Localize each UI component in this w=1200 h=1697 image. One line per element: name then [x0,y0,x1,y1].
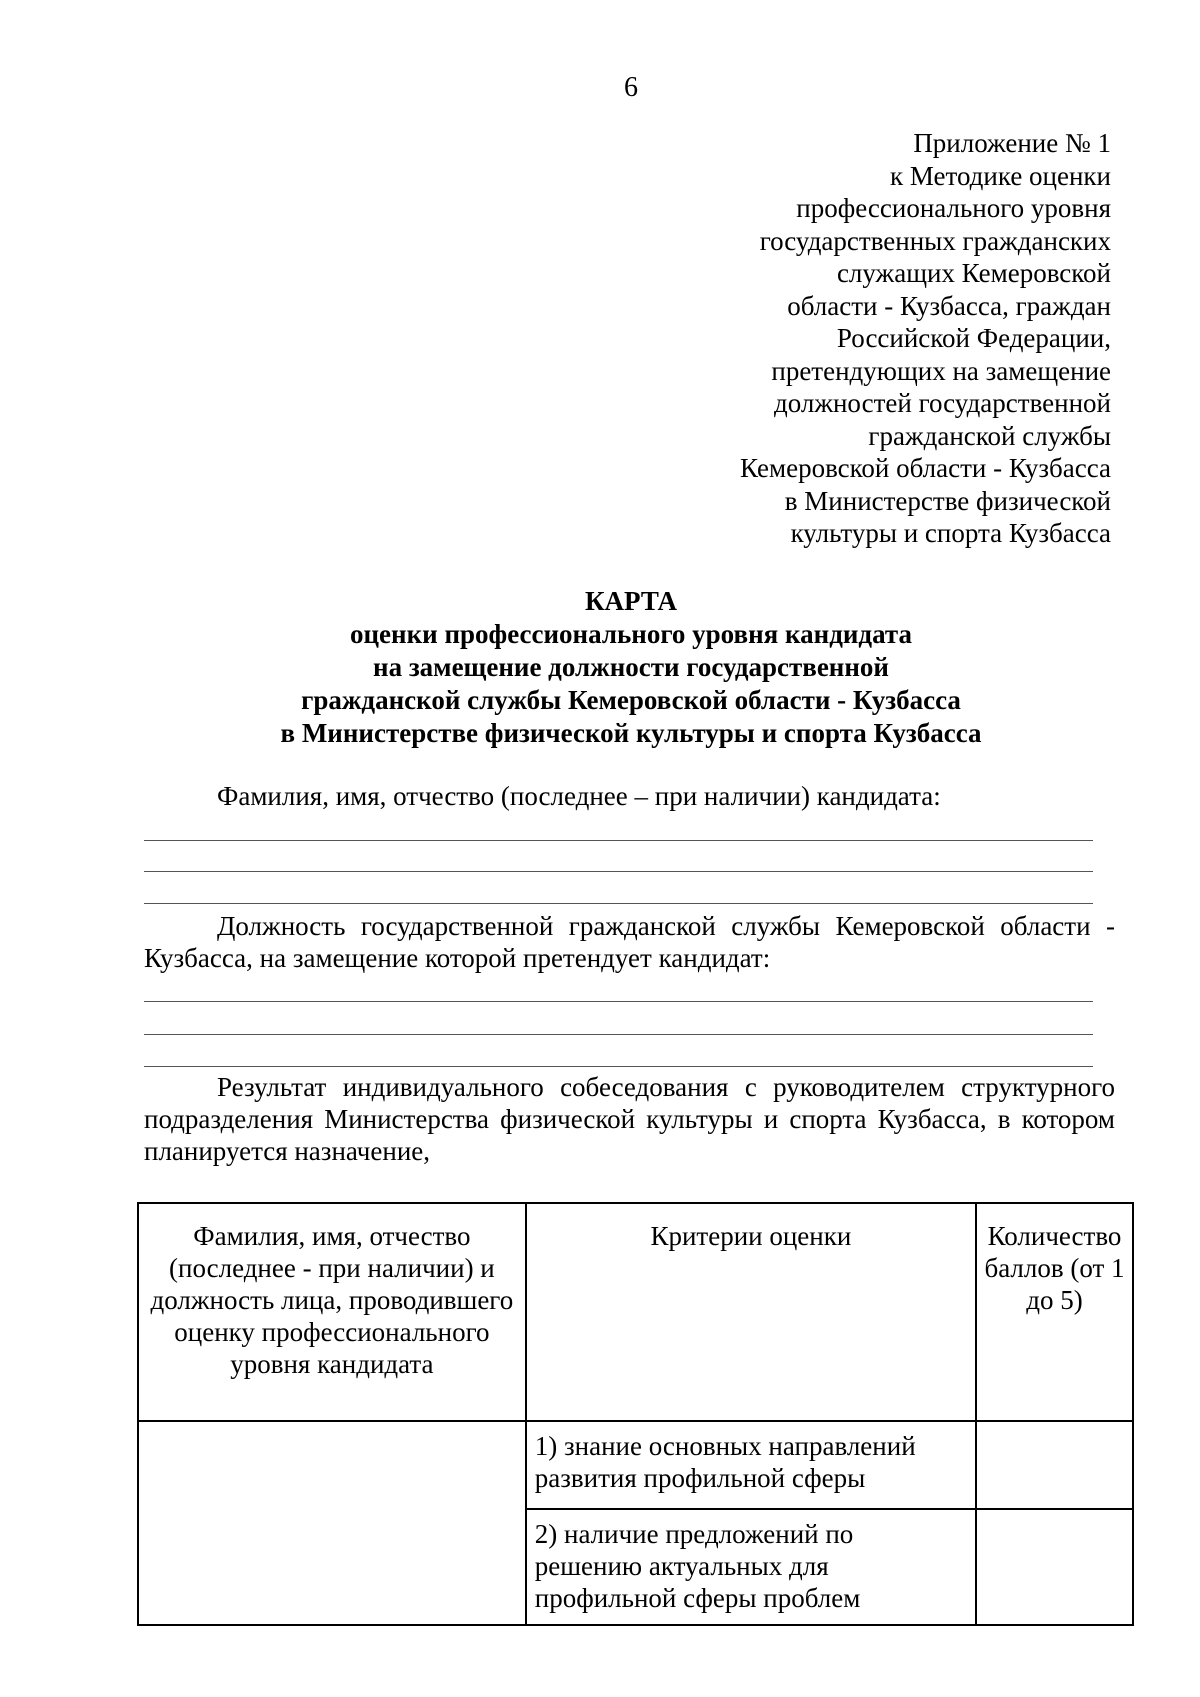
table-row [138,1421,1133,1509]
title-line: на замещение должности государственной [373,652,889,682]
appendix-note [740,127,1111,550]
appendix-line: гражданской службы [868,420,1111,451]
appendix-line: служащих Кемеровской [836,258,1111,288]
appendix-line: области - Кузбасса, граждан [787,290,1111,321]
evaluator-cell[interactable] [138,1421,526,1625]
appendix-line: профессионального уровня [796,193,1111,223]
table-header-row [138,1203,1133,1421]
fio-fill-line[interactable] [144,903,1093,904]
title-line: в Министерстве физической культуры и спорта Кузбасса [280,718,982,748]
appendix-line: должностей государственной [773,388,1111,418]
appendix-line: культуры и спорта Кузбасса [790,518,1111,548]
position-fill-line[interactable] [144,1034,1093,1035]
fio-fill-line[interactable] [144,840,1093,841]
header-score: Количество баллов (от 1 до 5) [976,1203,1133,1421]
document-title [0,585,1200,750]
appendix-line: государственных гражданских [759,225,1111,256]
appendix-line: Российской Федерации, [836,323,1111,353]
appendix-line: претендующих на замещение [771,355,1111,386]
appendix-line: в Министерстве физической [784,485,1111,516]
title-line: гражданской службы Кемеровской области - Кузбасса [301,685,961,715]
title-line: оценки профессионального уровня кандидата [350,619,912,649]
header-evaluator: Фамилия, имя, отчество (последнее - при наличии) и должность лица, проводившего оценку профессионального уровня кандидата [138,1203,526,1421]
position-fill-line[interactable] [144,1001,1093,1002]
appendix-line: Приложение № 1 [913,128,1111,158]
header-criteria: Критерии оценки [526,1203,976,1421]
evaluation-table [137,1202,1134,1626]
appendix-line: к Методике оценки [890,160,1111,191]
page-number: 6 [624,72,638,103]
appendix-line: Кемеровской области - Кузбасса [740,453,1111,483]
score-cell[interactable] [976,1509,1133,1625]
criterion-cell: 1) знание основных направлений развития профильной сферы [526,1421,976,1509]
position-label: Должность государственной гражданской службы Кемеровской области - Кузбасса, на замещение которой претендует кандидат: [144,911,1115,973]
interview-result-text: Результат индивидуального собеседования с руководителем структурного подразделения Министерства физической культуры и спорта Кузбасса, в котором планируется назначение, [144,1072,1115,1166]
score-cell[interactable] [976,1421,1133,1509]
position-fill-line[interactable] [144,1066,1093,1067]
criterion-cell: 2) наличие предложений по решению актуальных для профильной сферы проблем [526,1509,976,1625]
fio-fill-line[interactable] [144,871,1093,872]
candidate-fio-label: Фамилия, имя, отчество (последнее – при наличии) кандидата: [217,781,941,811]
title-heading: КАРТА [584,586,678,616]
